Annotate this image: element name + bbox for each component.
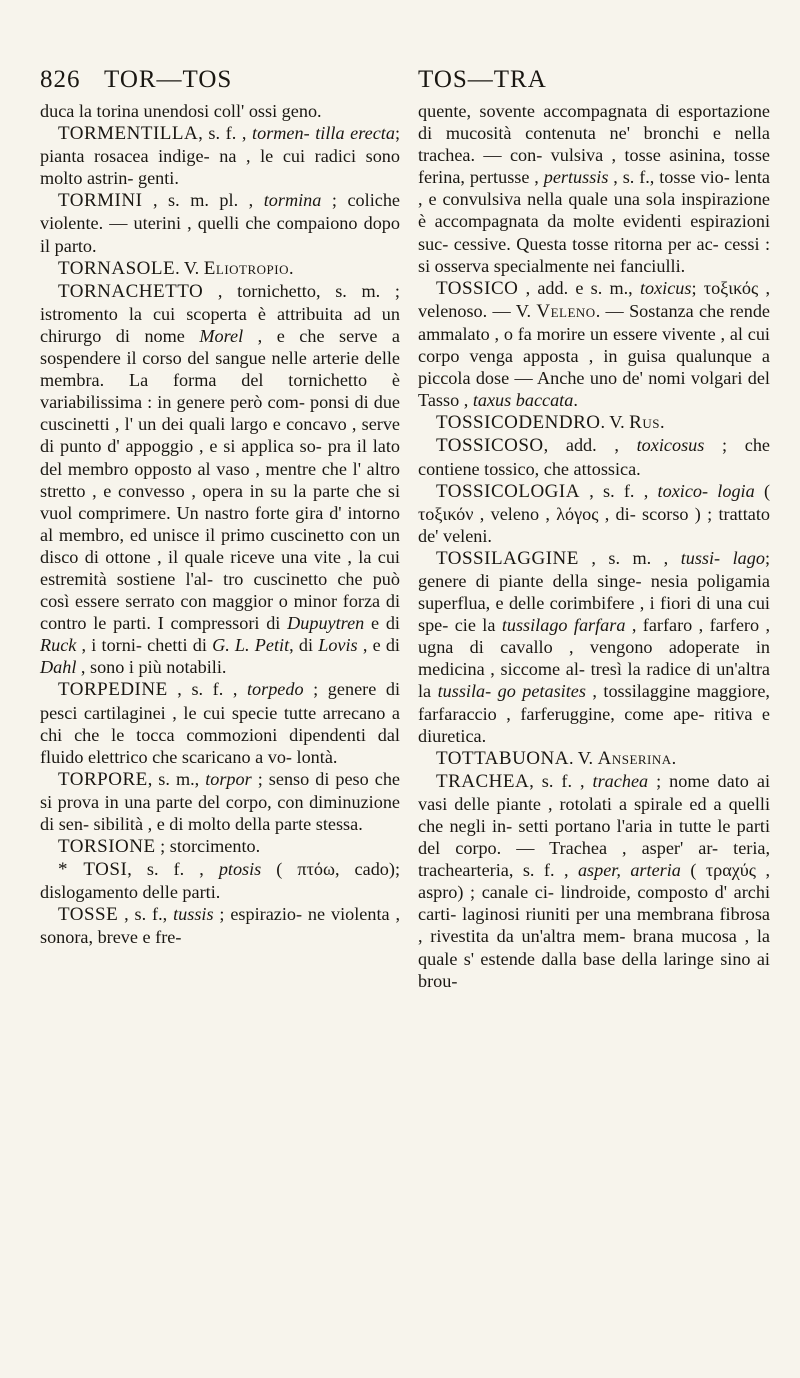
entry-text: , add. e s. m., bbox=[518, 277, 640, 298]
entry-text: , s. f. , bbox=[127, 859, 219, 880]
entry-text: , di bbox=[289, 635, 319, 656]
entry-italic-term: Dupuytren bbox=[287, 613, 365, 634]
entry-text: , s. m., bbox=[147, 768, 206, 789]
entry-text: , s. m. pl. , bbox=[142, 190, 264, 211]
entry-text: . bbox=[659, 412, 665, 433]
entry-text: , s. f. , bbox=[167, 679, 247, 700]
entry-italic-term: tussi- lago bbox=[680, 547, 765, 568]
entry-text: , s. f., bbox=[118, 904, 174, 925]
entry-text: ; genere di piante della singe- nesia poligamia superflua, e delle corimbifere , i fiori di una cui spe- cie la bbox=[418, 547, 770, 636]
right-column bbox=[418, 100, 770, 992]
entry-text: ( τοξικόν , veleno , λόγος , di- scorso ) ; trattato de' veleni. bbox=[418, 480, 770, 546]
entry-text: , s. f. , bbox=[529, 770, 593, 791]
entry-text: , e di bbox=[357, 635, 400, 656]
entry-italic-term: pertussis bbox=[543, 167, 609, 188]
entry-text: , sono i più notabili. bbox=[76, 657, 227, 678]
entry-headword: TOSSICO bbox=[436, 277, 519, 299]
entry-headword: Rus bbox=[629, 412, 660, 434]
entry-headword: TRACHEA bbox=[436, 770, 530, 792]
entry-text: , tossilaggine maggiore, farfaraccio , farferuggine, come ape- ritiva e diuretica. bbox=[418, 681, 770, 746]
entry-text: . bbox=[288, 257, 294, 278]
entry-headword: Anserina bbox=[597, 747, 672, 769]
entry-headword: TORMINI bbox=[58, 190, 143, 212]
entry-torpore bbox=[40, 768, 400, 835]
entry-headword: TOSSICODENDRO bbox=[436, 412, 601, 434]
entry-tossico bbox=[418, 277, 770, 412]
entry-headword: TORPORE bbox=[58, 768, 148, 790]
entry-text: ; che contiene tossico, che attossica. bbox=[418, 435, 771, 479]
entry-italic-term: toxico- logia bbox=[657, 480, 755, 501]
entry-text: ( πτόω, cado); dislogamento delle parti. bbox=[40, 859, 401, 903]
page-number: 826 bbox=[40, 66, 81, 93]
entry-text: ; coliche violente. — uterini , quelli che compaiono dopo il parto. bbox=[40, 190, 400, 256]
entry-tormini bbox=[40, 189, 400, 256]
entry-text: . V. bbox=[568, 747, 598, 768]
entry-italic-term: asper, arteria bbox=[577, 860, 681, 881]
entry-italic-term: tussila- go petasites bbox=[437, 681, 586, 702]
entry-italic-term: Morel bbox=[199, 325, 244, 346]
entry-text: . V. bbox=[175, 257, 204, 278]
entry-text: . V. bbox=[600, 412, 630, 433]
entry-italic-term: tussilago farfara bbox=[501, 615, 626, 636]
entry-tosi bbox=[40, 858, 400, 903]
entry-text: ; senso di peso che si prova in una parte del corpo, con diminuzione di sen- sibilità , e di molto della parte stessa. bbox=[40, 768, 400, 834]
entry-tossicoso bbox=[418, 434, 770, 479]
right-running-header bbox=[418, 66, 768, 98]
entry-tornachetto bbox=[40, 280, 400, 679]
entry-text: ; pianta rosacea indige- na , le cui radici sono molto astrin- genti. bbox=[40, 123, 400, 189]
entry-text: . bbox=[671, 747, 677, 768]
entry-trachea bbox=[418, 770, 770, 992]
entry-headword: TOTTABUONA bbox=[436, 747, 569, 769]
entry-tossicologia bbox=[418, 480, 770, 547]
entry-headword: TOSSICOLOGIA bbox=[436, 480, 580, 502]
entry-text: ; τοξικός , velenoso. — V. bbox=[418, 277, 770, 321]
left-column bbox=[40, 100, 400, 949]
entry-text: , add. , bbox=[543, 435, 637, 456]
entry-text: , tornichetto, s. m. ; istromento la cui scoperta è attribuita ad un chirurgo di nome bbox=[40, 280, 400, 346]
entry-text: , i torni- chetti di bbox=[76, 635, 213, 656]
entry-text: , farfaro , farfero , ugna di cavallo , vengono adoperate in medicina , siccome al- tresì la radice di un'altra la bbox=[418, 615, 771, 702]
entry-tosse bbox=[40, 903, 400, 948]
entry-italic-term: tormina bbox=[263, 190, 322, 211]
entry-headword: Eliotropio bbox=[203, 257, 289, 279]
entry-headword: TOSSICOSO bbox=[436, 435, 544, 457]
entry-text: , s. f. , bbox=[198, 123, 253, 144]
entry-torpedine bbox=[40, 678, 400, 767]
entry-italic-term: taxus baccata bbox=[472, 390, 574, 411]
entry-cont bbox=[40, 100, 400, 122]
entry-text: ; nome dato ai vasi delle piante , rotolati a spirale ed a quelli che negli in- setti portano l'aria in tutte le parti del corpo. — Trachea , asper' ar- teria, trachearteria, s. f. , bbox=[418, 770, 770, 881]
entry-italic-term: torpedo bbox=[246, 679, 304, 700]
entry-headword: TOSSILAGGINE bbox=[436, 547, 579, 569]
entry-text: , s. f. , bbox=[579, 480, 658, 501]
entry-headword: TORPEDINE bbox=[58, 679, 168, 701]
entry-italic-term: ptosis bbox=[218, 859, 262, 880]
entry-italic-term: trachea bbox=[592, 770, 649, 791]
entry-italic-term: tormen- tilla erecta bbox=[252, 123, 395, 144]
entry-italic-term: toxicus bbox=[639, 277, 692, 298]
entry-text: ; genere di pesci cartilaginei , le cui specie tutte arrecano a chi che le tocca commozioni dipendenti dal fluido elettrico che scaricano a vo- lontà. bbox=[40, 679, 400, 767]
entry-italic-term: toxicosus bbox=[636, 435, 705, 456]
entry-italic-term: tussis bbox=[173, 904, 214, 925]
entry-headword: TORNASOLE bbox=[58, 257, 176, 279]
entry-headword: TORSIONE bbox=[58, 836, 156, 858]
entry-text: quente, sovente accompagnata di esportazione di mucosità contenuta ne' bronchi e nella trachea. — con- vulsiva , tosse asinina, tosse ferina, pertusse , bbox=[418, 101, 770, 188]
entry-italic-term: Ruck bbox=[40, 635, 77, 656]
entry-headword: * TOSI bbox=[58, 859, 128, 881]
entry-tosse-cont bbox=[418, 100, 770, 277]
left-running-head: TOR—TOS bbox=[104, 66, 233, 93]
entry-text: , e che serve a sospendere il corso del sangue nelle arterie delle membra. La forma del tornichetto è variabilissima : in genere però com- ponsi di due cuscinetti , l' un dei quali largo e concavo , serve di punto d' appoggio , e si applica so- pra il lato del membro opposto al vaso , mentre che l' altro stretto , e convesso , opera in su la parte che si vuol comprimere. Un nastro forte gira d' intorno al membro, ed unisce il primo cuscinetto con un disco di ottone , il quale riceve una vite , la cui estremità sostiene l'al- tro cuscinetto che può così essere serrato con maggior o minor forza di contro le parti. I compressori di bbox=[40, 325, 400, 634]
entry-italic-term: torpor bbox=[205, 768, 252, 789]
entry-text: . — Sostanza che rende ammalato , o fa morire un essere vivente , al cui corpo venga apposta , in guisa qualunque a piccola dose — Anche uno de' nomi volgari del Tasso , bbox=[418, 300, 770, 411]
entry-tossicodendro bbox=[418, 411, 770, 434]
entry-text: ( τραχύς , aspro) ; canale ci- lindroide, composto d' archi carti- laginosi riuniti per una membrana fibrosa , rivestita da un'altra mem- brana mucosa , la quale s' estende dalla base della laringe sino ai brou- bbox=[418, 860, 771, 991]
entry-tornasole bbox=[40, 257, 400, 280]
entry-text: e di bbox=[364, 613, 400, 634]
entry-torsione bbox=[40, 835, 400, 858]
entry-text: , s. f., tosse vio- lenta , e convulsiva nella quale una sola inspirazione è accompagnata da molte evidenti espirazioni suc- cessive. Questa tosse ritorna per ac- cessi : si osserva specialmente nei fanciulli. bbox=[418, 167, 770, 276]
entry-headword: TORNACHETTO bbox=[58, 280, 204, 302]
entry-italic-term: G. L. Petit bbox=[212, 635, 290, 656]
entry-headword: TORMENTILLA bbox=[58, 123, 199, 145]
right-running-head: TOS—TRA bbox=[418, 66, 547, 93]
entry-tottabuona bbox=[418, 747, 770, 770]
entry-headword: Veleno bbox=[536, 300, 596, 322]
entry-text: ; storcimento. bbox=[155, 836, 261, 857]
left-running-header bbox=[40, 66, 400, 98]
entry-italic-term: Dahl bbox=[40, 657, 77, 678]
entry-text: . bbox=[573, 390, 578, 411]
entry-text: , s. m. , bbox=[578, 547, 681, 568]
entry-italic-term: Lovis bbox=[318, 635, 358, 656]
entry-tossilaggine bbox=[418, 547, 770, 747]
entry-headword: TOSSE bbox=[58, 904, 119, 926]
entry-text: duca la torina unendosi coll' ossi geno. bbox=[40, 101, 322, 121]
entry-text: ; espirazio- ne violenta , sonora, breve e fre- bbox=[40, 904, 400, 948]
entry-tormentilla bbox=[40, 122, 400, 189]
